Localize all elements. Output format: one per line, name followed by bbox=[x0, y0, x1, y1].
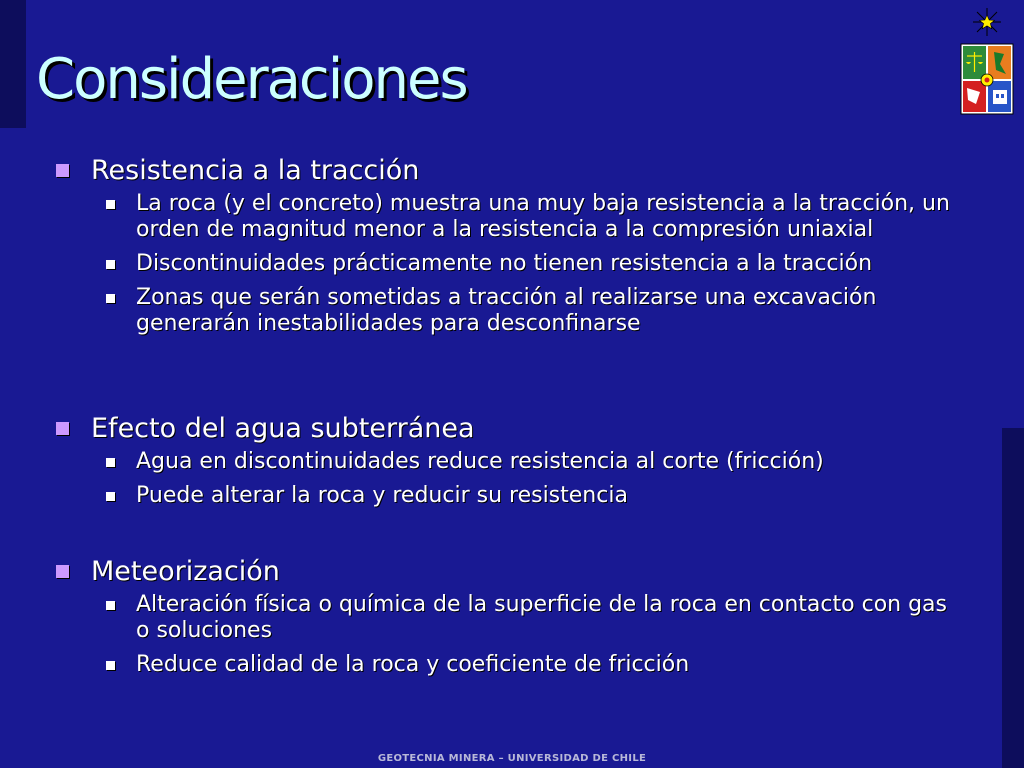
list-item: Reduce calidad de la roca y coeficiente de fricción bbox=[0, 652, 1000, 678]
list-item: Agua en discontinuidades reduce resistencia al corte (fricción) bbox=[0, 449, 1000, 475]
section-resistencia-traccion bbox=[0, 155, 1000, 337]
sub-bullet bbox=[106, 458, 115, 467]
star-icon bbox=[973, 8, 1001, 36]
sub-bullet bbox=[106, 661, 115, 670]
list-item: La roca (y el concreto) muestra una muy baja resistencia a la tracción, un orden de magnitud menor a la resistencia a la compresión uniaxial bbox=[0, 191, 1000, 243]
list-item: Alteración física o química de la superficie de la roca en contacto con gas o soluciones bbox=[0, 592, 1000, 644]
slide-footer: GEOTECNIA MINERA – UNIVERSIDAD DE CHILE bbox=[377, 753, 647, 764]
list-item: Discontinuidades prácticamente no tienen resistencia a la tracción bbox=[0, 251, 1000, 277]
list-item: Puede alterar la roca y reducir su resistencia bbox=[0, 483, 1000, 509]
right-accent-strip bbox=[1002, 428, 1024, 768]
sub-bullet bbox=[106, 492, 115, 501]
section-heading: Meteorización bbox=[0, 556, 1000, 587]
sub-bullet bbox=[106, 260, 115, 269]
list-item: Zonas que serán sometidas a tracción al realizarse una excavación generarán inestabilidades para desconfinarse bbox=[0, 285, 1000, 337]
main-bullet bbox=[56, 164, 69, 177]
section-meteorizacion bbox=[0, 556, 1000, 678]
section-heading: Efecto del agua subterránea bbox=[0, 413, 1000, 444]
universidad-de-chile-crest-icon bbox=[958, 4, 1016, 116]
sub-bullet bbox=[106, 294, 115, 303]
shield-icon bbox=[961, 44, 1013, 114]
main-bullet bbox=[56, 422, 69, 435]
slide-title: Consideraciones bbox=[36, 47, 467, 112]
section-efecto-agua bbox=[0, 413, 1000, 509]
left-accent-strip bbox=[0, 0, 26, 128]
section-heading: Resistencia a la tracción bbox=[0, 155, 1000, 186]
sub-bullet bbox=[106, 200, 115, 209]
main-bullet bbox=[56, 565, 69, 578]
sub-bullet bbox=[106, 601, 115, 610]
